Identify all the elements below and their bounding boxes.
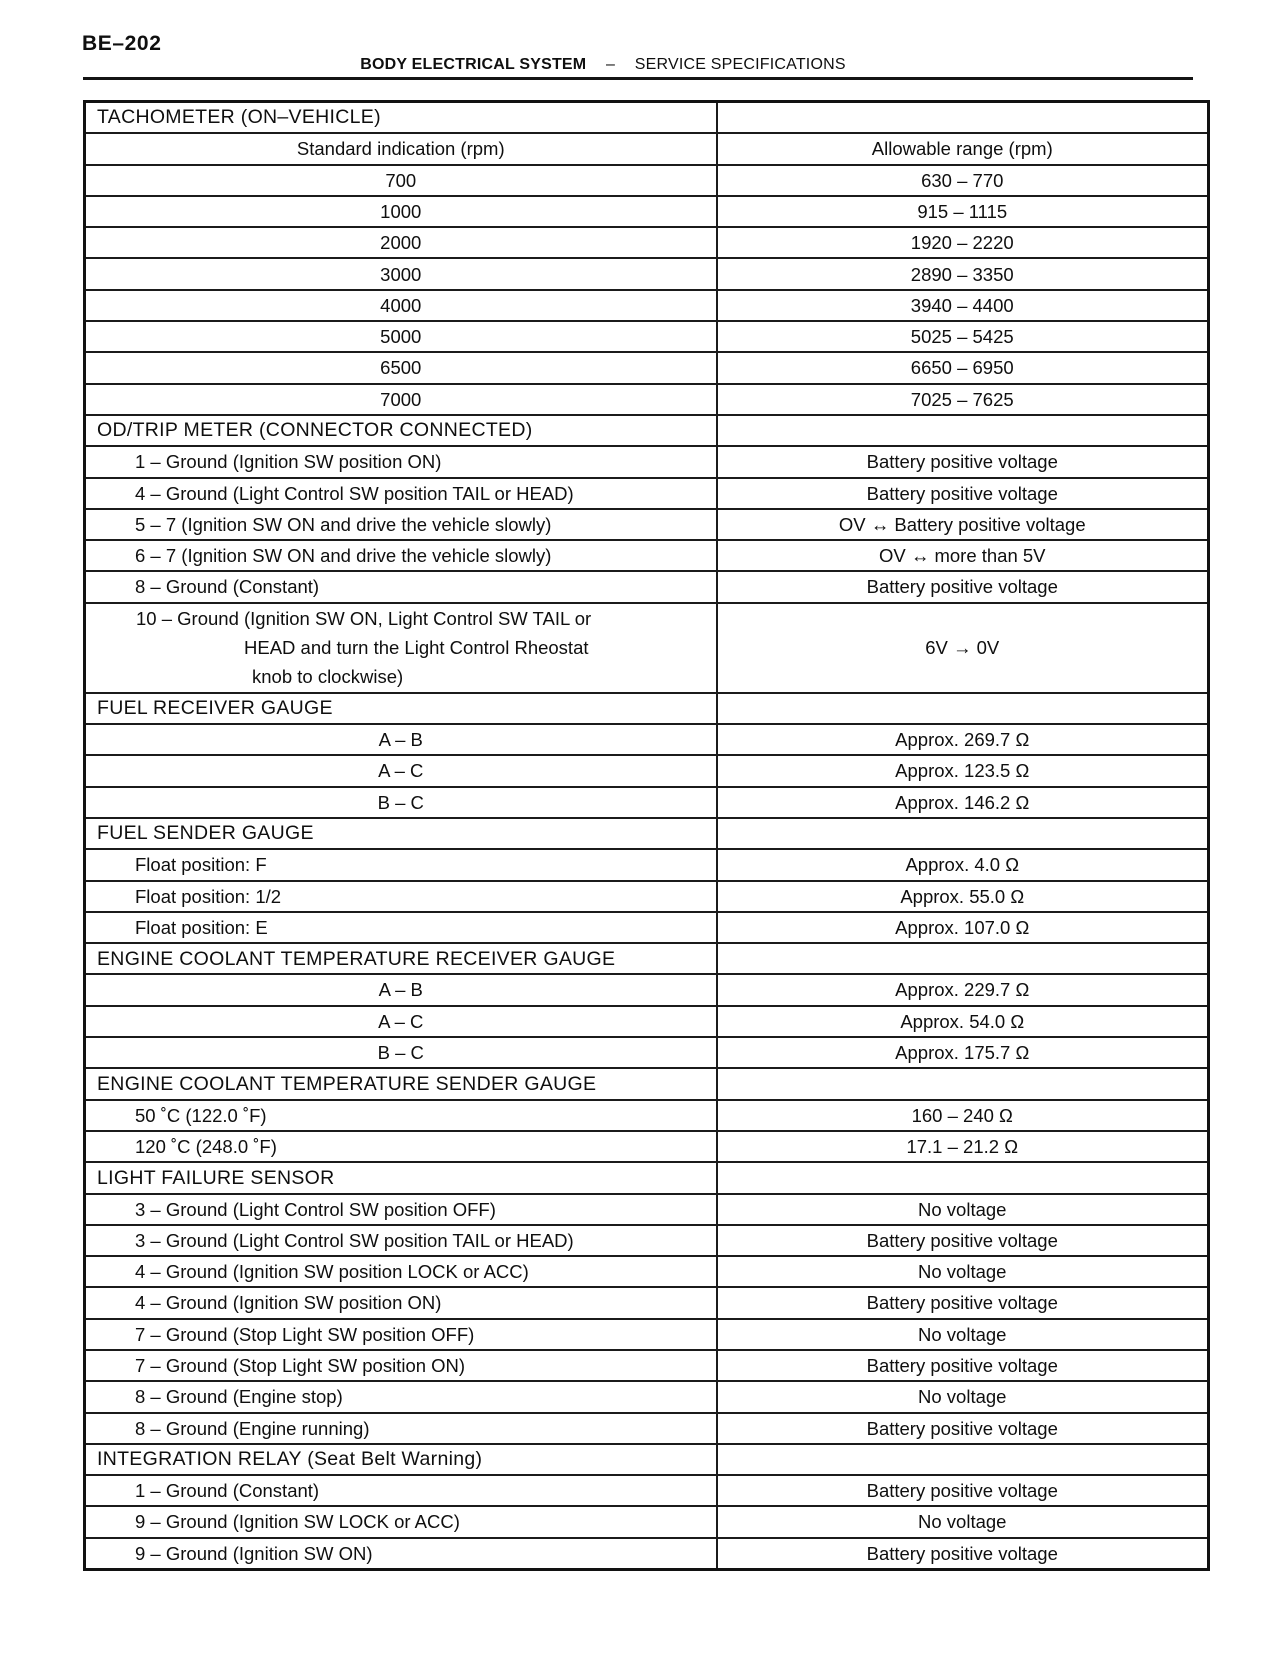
spec-value-cell: 5025 – 5425: [717, 321, 1209, 352]
table-row: [85, 509, 1209, 540]
spec-item-cell: 7 – Ground (Stop Light SW position ON): [85, 1350, 717, 1381]
spec-value-cell: [717, 818, 1209, 849]
table-row: [85, 1037, 1209, 1068]
spec-value-cell: Approx. 269.7 Ω: [717, 724, 1209, 755]
spec-value-cell: Approx. 123.5 Ω: [717, 755, 1209, 786]
spec-item-cell: FUEL RECEIVER GAUGE: [85, 693, 717, 724]
table-row: [85, 540, 1209, 571]
table-row: [85, 415, 1209, 446]
spec-item-cell: OD/TRIP METER (CONNECTOR CONNECTED): [85, 415, 717, 446]
spec-value-cell: 915 – 1115: [717, 196, 1209, 227]
spec-item-cell: 700: [85, 165, 717, 196]
table-row: [85, 1006, 1209, 1037]
spec-item-cell: 7 – Ground (Stop Light SW position OFF): [85, 1319, 717, 1350]
spec-item-cell: A – B: [85, 974, 717, 1005]
spec-item-cell: Float position: E: [85, 912, 717, 943]
table-row: [85, 165, 1209, 196]
spec-value-cell: Battery positive voltage: [717, 1538, 1209, 1570]
spec-value-cell: OV ↔ more than 5V: [717, 540, 1209, 571]
table-row: [85, 1350, 1209, 1381]
spec-item-cell: 4 – Ground (Ignition SW position LOCK or ACC): [85, 1256, 717, 1287]
spec-value-cell: Battery positive voltage: [717, 478, 1209, 509]
spec-value-cell: Approx. 107.0 Ω: [717, 912, 1209, 943]
table-row: [85, 974, 1209, 1005]
table-row: [85, 1068, 1209, 1099]
header-subsection-title: SERVICE SPECIFICATIONS: [634, 56, 846, 73]
spec-item-cell: 6500: [85, 352, 717, 383]
table-row: [85, 1538, 1209, 1570]
spec-value-cell: Battery positive voltage: [717, 1350, 1209, 1381]
spec-item-cell: 9 – Ground (Ignition SW ON): [85, 1538, 717, 1570]
spec-value-cell: Approx. 175.7 Ω: [717, 1037, 1209, 1068]
spec-item-cell: 7000: [85, 384, 717, 415]
table-row: [85, 724, 1209, 755]
spec-item-cell: 8 – Ground (Constant): [85, 571, 717, 602]
spec-value-cell: No voltage: [717, 1194, 1209, 1225]
page-header: [83, 56, 1123, 74]
table-row: [85, 1444, 1209, 1475]
spec-value-cell: 6V → 0V: [717, 603, 1209, 693]
table-row: [85, 787, 1209, 818]
spec-value-cell: 3940 – 4400: [717, 290, 1209, 321]
spec-value-cell: [717, 1162, 1209, 1193]
table-row: [85, 384, 1209, 415]
spec-item-line: 10 – Ground (Ignition SW ON, Light Control SW TAIL or: [136, 607, 592, 629]
spec-item-cell: 1000: [85, 196, 717, 227]
table-row: [85, 849, 1209, 880]
spec-value-cell: 160 – 240 Ω: [717, 1100, 1209, 1131]
table-row: [85, 1506, 1209, 1537]
table-row: [85, 755, 1209, 786]
spec-value-cell: Battery positive voltage: [717, 1475, 1209, 1506]
table-row: [85, 1225, 1209, 1256]
spec-value-cell: [717, 943, 1209, 974]
table-row: [85, 196, 1209, 227]
spec-item-cell: B – C: [85, 1037, 717, 1068]
spec-item-cell: B – C: [85, 787, 717, 818]
spec-item-cell: Float position: 1/2: [85, 881, 717, 912]
spec-value-cell: Approx. 55.0 Ω: [717, 881, 1209, 912]
table-row: [85, 881, 1209, 912]
spec-value-cell: [717, 1444, 1209, 1475]
spec-item-cell: 120 ˚C (248.0 ˚F): [85, 1131, 717, 1162]
table-row: [85, 1381, 1209, 1412]
spec-item-cell: 8 – Ground (Engine running): [85, 1413, 717, 1444]
spec-item-cell: A – C: [85, 755, 717, 786]
spec-value-cell: OV ↔ Battery positive voltage: [717, 509, 1209, 540]
table-row: [85, 352, 1209, 383]
spec-item-cell: A – C: [85, 1006, 717, 1037]
spec-value-cell: Approx. 146.2 Ω: [717, 787, 1209, 818]
table-row: [85, 1319, 1209, 1350]
spec-item-cell: 3 – Ground (Light Control SW position OFF): [85, 1194, 717, 1225]
spec-item-cell: 1 – Ground (Ignition SW position ON): [85, 446, 717, 477]
table-row: [85, 227, 1209, 258]
spec-item-cell: ENGINE COOLANT TEMPERATURE RECEIVER GAUGE: [85, 943, 717, 974]
table-row: [85, 1287, 1209, 1318]
spec-value-cell: Approx. 229.7 Ω: [717, 974, 1209, 1005]
table-row: [85, 693, 1209, 724]
table-row: [85, 1256, 1209, 1287]
spec-value-cell: No voltage: [717, 1256, 1209, 1287]
spec-value-cell: [717, 415, 1209, 446]
spec-value-cell: No voltage: [717, 1319, 1209, 1350]
table-row: [85, 603, 1209, 693]
spec-item-cell: 8 – Ground (Engine stop): [85, 1381, 717, 1412]
spec-value-cell: [717, 102, 1209, 134]
spec-value-cell: 7025 – 7625: [717, 384, 1209, 415]
table-row: [85, 818, 1209, 849]
spec-item-cell: A – B: [85, 724, 717, 755]
spec-value-cell: Battery positive voltage: [717, 1413, 1209, 1444]
table-row: [85, 321, 1209, 352]
header-section-title: BODY ELECTRICAL SYSTEM: [360, 56, 587, 73]
spec-item-line: HEAD and turn the Light Control Rheostat: [244, 637, 589, 659]
header-rule: [83, 77, 1193, 80]
spec-value-cell: No voltage: [717, 1381, 1209, 1412]
spec-item-cell: 4 – Ground (Light Control SW position TAIL or HEAD): [85, 478, 717, 509]
spec-item-cell: 1 – Ground (Constant): [85, 1475, 717, 1506]
spec-table: [83, 100, 1210, 1571]
header-separator: –: [605, 56, 616, 73]
spec-item-cell: 3000: [85, 258, 717, 289]
spec-value-cell: Battery positive voltage: [717, 571, 1209, 602]
table-row: [85, 258, 1209, 289]
spec-value-cell: 6650 – 6950: [717, 352, 1209, 383]
table-row: [85, 1100, 1209, 1131]
spec-value-cell: No voltage: [717, 1506, 1209, 1537]
spec-value-cell: Approx. 54.0 Ω: [717, 1006, 1209, 1037]
spec-item-cell: [85, 603, 717, 693]
spec-value-cell: [717, 693, 1209, 724]
spec-item-cell: 3 – Ground (Light Control SW position TAIL or HEAD): [85, 1225, 717, 1256]
table-row: [85, 290, 1209, 321]
spec-item-cell: 5 – 7 (Ignition SW ON and drive the vehicle slowly): [85, 509, 717, 540]
table-row: [85, 912, 1209, 943]
spec-value-cell: 1920 – 2220: [717, 227, 1209, 258]
spec-value-cell: Allowable range (rpm): [717, 133, 1209, 164]
spec-value-cell: Approx. 4.0 Ω: [717, 849, 1209, 880]
spec-item-cell: 4 – Ground (Ignition SW position ON): [85, 1287, 717, 1318]
spec-item-cell: 6 – 7 (Ignition SW ON and drive the vehicle slowly): [85, 540, 717, 571]
spec-value-cell: Battery positive voltage: [717, 1287, 1209, 1318]
spec-item-cell: 9 – Ground (Ignition SW LOCK or ACC): [85, 1506, 717, 1537]
spec-item-cell: Standard indication (rpm): [85, 133, 717, 164]
table-row: [85, 1413, 1209, 1444]
table-row: [85, 1475, 1209, 1506]
spec-item-cell: ENGINE COOLANT TEMPERATURE SENDER GAUGE: [85, 1068, 717, 1099]
spec-item-cell: Float position: F: [85, 849, 717, 880]
spec-item-cell: LIGHT FAILURE SENSOR: [85, 1162, 717, 1193]
page-number: BE–202: [82, 32, 162, 55]
spec-item-cell: FUEL SENDER GAUGE: [85, 818, 717, 849]
spec-value-cell: Battery positive voltage: [717, 446, 1209, 477]
spec-value-cell: 630 – 770: [717, 165, 1209, 196]
spec-value-cell: Battery positive voltage: [717, 1225, 1209, 1256]
spec-item-cell: 5000: [85, 321, 717, 352]
table-row: [85, 1131, 1209, 1162]
table-row: [85, 478, 1209, 509]
table-row: [85, 102, 1209, 134]
spec-item-line: knob to clockwise): [252, 666, 404, 688]
table-row: [85, 943, 1209, 974]
spec-item-cell: TACHOMETER (ON–VEHICLE): [85, 102, 717, 134]
spec-item-cell: 2000: [85, 227, 717, 258]
table-row: [85, 1162, 1209, 1193]
table-row: [85, 133, 1209, 164]
table-row: [85, 1194, 1209, 1225]
spec-value-cell: 2890 – 3350: [717, 258, 1209, 289]
spec-item-cell: 4000: [85, 290, 717, 321]
spec-value-cell: [717, 1068, 1209, 1099]
table-row: [85, 446, 1209, 477]
spec-item-cell: 50 ˚C (122.0 ˚F): [85, 1100, 717, 1131]
spec-item-cell: INTEGRATION RELAY (Seat Belt Warning): [85, 1444, 717, 1475]
spec-value-cell: 17.1 – 21.2 Ω: [717, 1131, 1209, 1162]
table-row: [85, 571, 1209, 602]
